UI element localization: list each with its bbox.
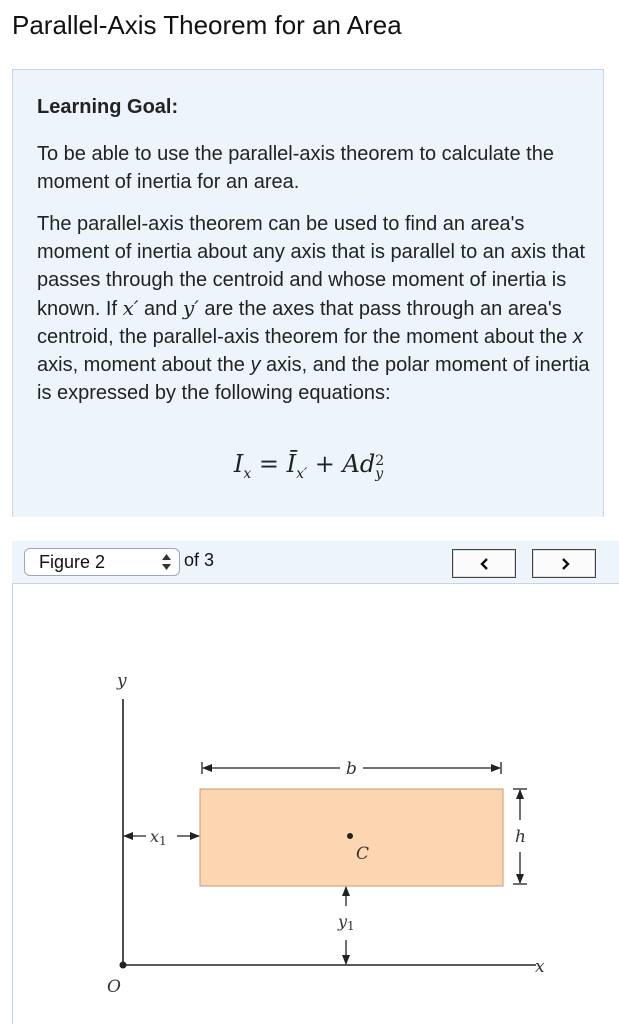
figure-select-value: Figure 2 — [39, 552, 106, 572]
learning-goal-panel — [12, 69, 604, 517]
x1-label — [150, 827, 167, 848]
parallel-axis-equation — [13, 450, 605, 482]
learning-goal-body — [37, 210, 597, 407]
origin-point — [120, 962, 127, 969]
previous-figure-button[interactable] — [452, 549, 516, 578]
eq-ibar: Ī — [286, 450, 297, 478]
y1-label-main: y — [338, 912, 348, 931]
y-prime-symbol: y′ — [182, 296, 199, 320]
centroid-label: C — [356, 844, 370, 864]
learning-goal-heading: Learning Goal: — [37, 96, 179, 118]
body-text-3: axis, moment about the — [37, 354, 251, 376]
parallel-axis-diagram — [13, 584, 619, 1024]
body-text-2: are the axes that pass through an area's centroid, the parallel-axis theorem for the moment about the — [37, 298, 573, 348]
eq-lhs-sub: x — [243, 465, 252, 482]
h-label: h — [515, 827, 526, 847]
figure-count: of 3 — [184, 550, 215, 570]
x1-label-main: x — [150, 827, 160, 846]
b-label: b — [346, 759, 357, 779]
centroid-point — [347, 833, 353, 839]
x-prime-symbol: x′ — [122, 296, 139, 320]
eq-ad-sup: 2 — [375, 453, 385, 469]
eq-lhs: I — [233, 450, 244, 478]
eq-ad-sub: y — [375, 466, 384, 482]
origin-label: O — [107, 977, 121, 997]
next-figure-button[interactable] — [532, 549, 596, 578]
y1-label — [337, 912, 355, 933]
figure-select[interactable] — [24, 548, 180, 576]
up-down-arrows-icon — [162, 554, 171, 570]
chevron-right-icon — [560, 558, 570, 570]
x-axis-word: x — [572, 326, 583, 348]
figure-panel — [12, 584, 619, 1024]
body-text-1: The parallel-axis theorem can be used to find an area's moment of inertia about any axis that is parallel to an axis that passes through the centroid and whose moment of inertia is known. If — [37, 213, 586, 320]
eq-ibar-sub: x′ — [296, 465, 308, 482]
page-title: Parallel-Axis Theorem for an Area — [12, 10, 402, 40]
y-axis-word: y — [250, 354, 261, 376]
body-text-4: axis, and the polar moment of inertia is expressed by the following equations: — [37, 354, 590, 404]
learning-goal-intro: To be able to use the parallel-axis theorem to calculate the moment of inertia for an area. — [37, 143, 554, 193]
eq-ad: Ad — [342, 450, 376, 478]
y1-label-sub: 1 — [347, 919, 355, 933]
body-text-and: and — [138, 298, 183, 320]
eq-plus: + — [307, 450, 343, 478]
figure-toolbar — [12, 541, 619, 584]
y-axis-label: y — [117, 671, 127, 691]
chevron-left-icon — [480, 558, 490, 570]
x1-label-sub: 1 — [159, 834, 167, 848]
eq-equals: = — [251, 450, 287, 478]
x-axis-label: x — [535, 957, 545, 977]
